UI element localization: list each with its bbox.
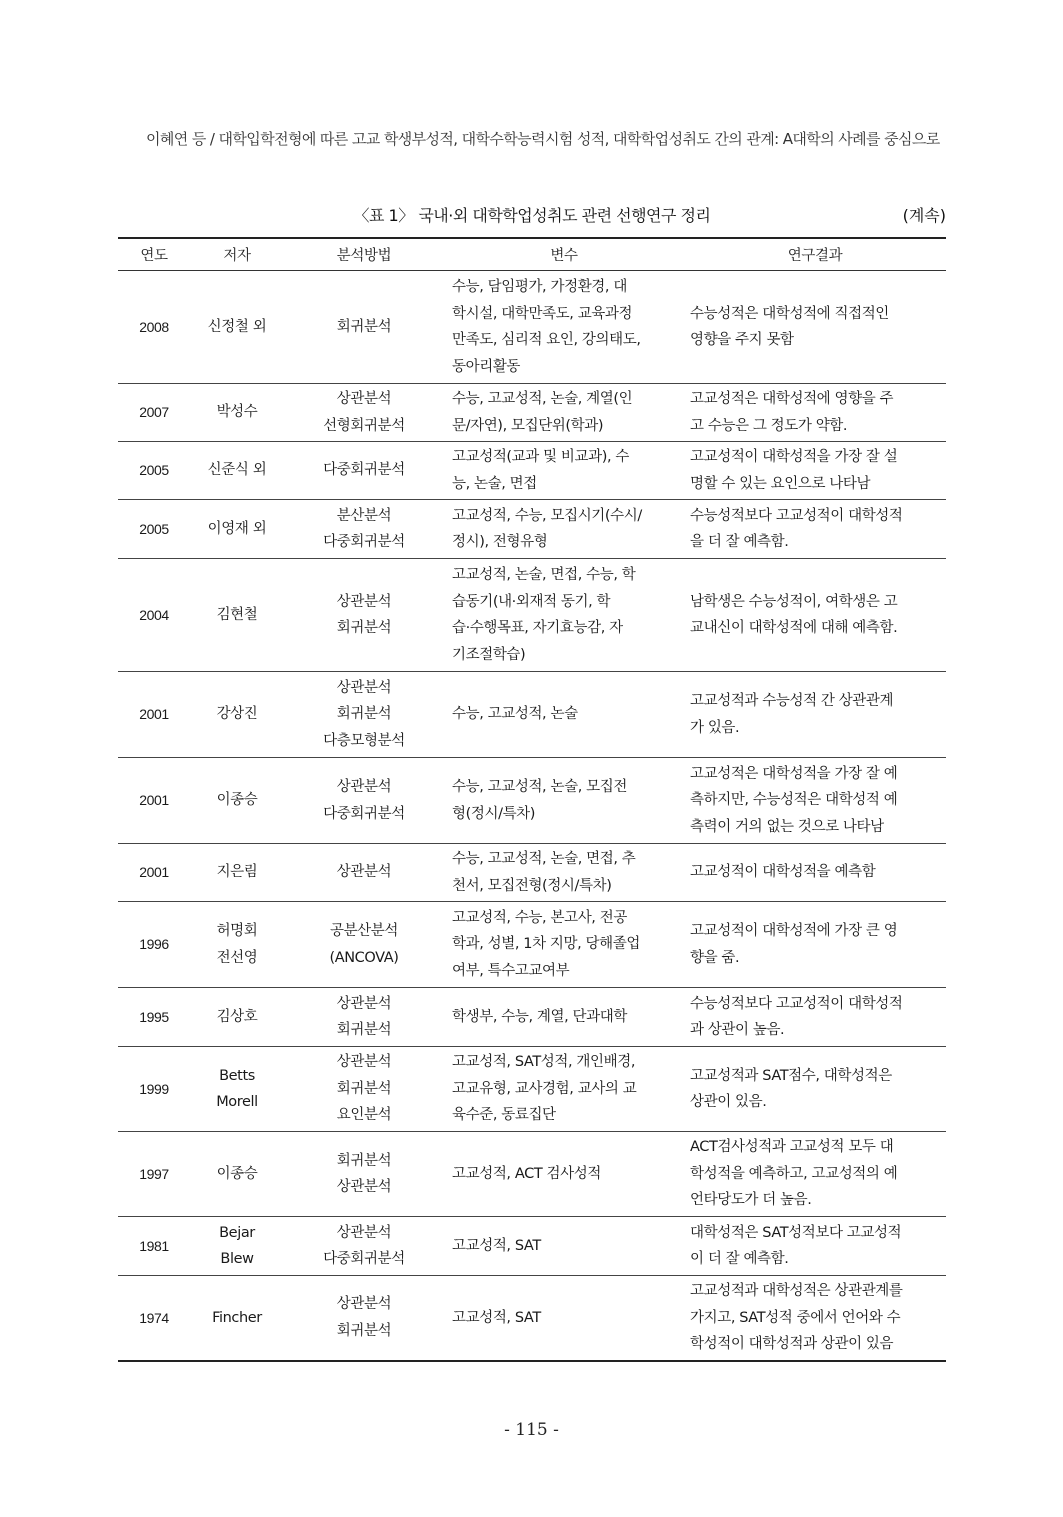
cell-author [190,1217,284,1276]
cell-author [190,442,284,500]
cell-author-line: 이영재 외 [207,520,267,537]
cell-method-line: 상관분석 [336,779,392,795]
cell-variables-line: 고교성적, SAT [452,1309,541,1326]
cell-author-line: Betts [219,1067,255,1084]
cell-result [684,1217,946,1276]
cell-result-line: 을 더 잘 예측함. [690,534,789,550]
table-header-row [118,238,946,271]
cell-variables-line: 고교성적, 논술, 면접, 수능, 학 [452,567,636,583]
cell-author [190,559,284,672]
table-row [118,559,946,672]
cell-author-line: 박성수 [216,404,258,421]
cell-author [190,1276,284,1361]
cell-method [284,1047,444,1132]
cell-variables [444,1276,684,1361]
table-row [118,1047,946,1132]
cell-variables [444,384,684,442]
cell-author-line: Bejar [219,1224,255,1241]
cell-variables-line: 수능, 고교성적, 논술, 면접, 추 [452,851,636,867]
cell-year: 2007 [118,384,190,442]
cell-variables-line: 학과, 성별, 1차 지망, 당해졸업 [452,936,640,953]
cell-result-line: 측하지만, 수능성적은 대학성적 예 [690,792,898,809]
cell-author-line: 신준식 외 [207,462,267,479]
cell-variables-line: 기조절학습) [452,646,526,663]
cell-variables-line: 학시설, 대학만족도, 교육과정 [452,305,633,322]
cell-result-line: 고교성적과 SAT점수, 대학성적은 [690,1067,892,1084]
table-row [118,384,946,442]
cell-method-line: 상관분석 [336,679,392,696]
cell-method [284,1217,444,1276]
cell-result-line: 고교성적은 대학성적에 영향을 주 [690,391,894,407]
cell-variables [444,1132,684,1217]
cell-result-line: 수능성적보다 고교성적이 대학성적 [690,995,903,1012]
table-row [118,672,946,758]
cell-variables [444,442,684,500]
cell-author-line: Blew [220,1251,254,1267]
cell-result-line: 향을 줌. [690,949,740,966]
cell-variables-line: 수능, 고교성적, 논술 [452,706,578,723]
cell-author-line: Morell [216,1094,258,1110]
cell-variables-line: 고교유형, 교사경험, 교사의 교 [452,1080,637,1097]
cell-author-line: 전선영 [216,949,258,966]
cell-method [284,758,444,844]
cell-method-line: 상관분석 [336,391,392,407]
cell-method [284,442,444,500]
cell-year: 1974 [118,1276,190,1361]
cell-method-line: 상관분석 [336,864,392,881]
cell-variables-line: 수능, 고교성적, 논술, 모집전 [452,779,627,795]
cell-method [284,559,444,672]
cell-variables-line: 문/자연), 모집단위(학과) [452,417,604,434]
cell-author-line: 이종승 [216,1165,258,1182]
cell-result [684,672,946,758]
cell-result-line: 남학생은 수능성적이, 여학생은 고 [690,593,898,610]
cell-result-line: 언타당도가 더 높음. [690,1192,812,1209]
cell-result-line: 상관이 있음. [690,1094,767,1110]
cell-result [684,1276,946,1361]
cell-method-line: 회귀분석 [336,1080,392,1097]
cell-result-line: 과 상관이 높음. [690,1022,785,1038]
column-header-author: 저자 [190,238,284,271]
cell-result-line: 학성적을 예측하고, 고교성적의 예 [690,1165,898,1182]
running-header: 이혜연 등 / 대학입학전형에 따른 고교 학생부성적, 대학수학능력시험 성적, 대학학업성취도 간의 관계: A대학의 사례를 중심으로 [146,130,940,148]
cell-year: 2004 [118,559,190,672]
cell-method-line: 회귀분석 [336,1022,392,1038]
cell-author-line: 강상진 [216,706,258,723]
cell-author [190,500,284,559]
cell-result-line: 고 수능은 그 정도가 약함. [690,417,848,434]
cell-method [284,1132,444,1217]
cell-variables-line: 고교성적(교과 및 비교과), 수 [452,449,630,465]
cell-author [190,672,284,758]
cell-result-line: 이 더 잘 예측함. [690,1251,789,1267]
cell-method [284,384,444,442]
cell-result-line: ACT검사성적과 고교성적 모두 대 [690,1139,894,1156]
cell-result-line: 측력이 거의 없는 것으로 나타남 [690,818,884,835]
cell-variables [444,844,684,902]
cell-result-line: 수능성적은 대학성적에 직접적인 [690,305,889,322]
table-row [118,442,946,500]
cell-method-line: 다중회귀분석 [323,462,405,479]
cell-result-line: 고교성적이 대학성적에 가장 큰 영 [690,923,898,939]
cell-result-line: 교내신이 대학성적에 대해 예측함. [690,620,898,636]
cell-method-line: 회귀분석 [336,1152,392,1169]
cell-author [190,271,284,384]
cell-method-line: 상관분석 [336,1179,392,1195]
cell-variables-line: 천서, 모집전형(정시/특차) [452,877,612,894]
page-number: - 115 - [504,1420,559,1440]
cell-result [684,271,946,384]
table-row [118,500,946,559]
table-caption-row [118,203,946,229]
cell-result [684,844,946,902]
cell-variables [444,500,684,559]
cell-author-line: Fincher [212,1309,262,1326]
cell-variables-line: 동아리활동 [452,358,521,375]
cell-variables-line: 수능, 담임평가, 가정환경, 대 [452,279,627,295]
cell-year: 1995 [118,988,190,1047]
cell-variables-line: 정시), 전형유형 [452,534,548,550]
cell-method [284,902,444,988]
cell-variables [444,271,684,384]
cell-method-line: 상관분석 [336,1224,392,1241]
literature-review-table [118,237,946,1362]
cell-variables-line: 만족도, 심리적 요인, 강의태도, [452,332,641,348]
cell-method [284,1276,444,1361]
continued-label: (계속) [902,206,946,225]
table-row [118,758,946,844]
cell-author [190,844,284,902]
cell-method-line: 다중회귀분석 [323,805,405,822]
cell-variables [444,559,684,672]
cell-year: 2008 [118,271,190,384]
cell-year: 1997 [118,1132,190,1217]
cell-method-line: 선형회귀분석 [323,417,405,434]
cell-method [284,672,444,758]
cell-result-line: 고교성적과 대학성적은 상관관계를 [690,1283,903,1299]
cell-result [684,902,946,988]
cell-year: 2001 [118,844,190,902]
column-header-variables: 변수 [444,238,684,271]
cell-variables-line: 학생부, 수능, 계열, 단과대학 [452,1008,627,1025]
table-row [118,902,946,988]
cell-year: 2005 [118,442,190,500]
cell-result [684,988,946,1047]
cell-method-line: 회귀분석 [336,1322,392,1339]
cell-variables-line: 고교성적, ACT 검사성적 [452,1165,601,1182]
cell-method-line: 요인분석 [336,1107,392,1124]
table-caption: 〈표 1〉 국내·외 대학학업성취도 관련 선행연구 정리 [353,206,711,225]
cell-variables [444,902,684,988]
cell-result-line: 고교성적과 수능성적 간 상관관계 [690,693,894,709]
column-header-year: 연도 [118,238,190,271]
cell-variables-line: 습동기(내·외재적 동기, 학 [452,593,611,610]
cell-variables-line: 육수준, 동료집단 [452,1107,556,1124]
cell-variables-line: 습·수행목표, 자기효능감, 자 [452,620,623,636]
table-row [118,988,946,1047]
cell-variables [444,988,684,1047]
cell-method-line: 다층모형분석 [323,732,405,749]
cell-year: 1999 [118,1047,190,1132]
table-row [118,844,946,902]
cell-result [684,500,946,559]
cell-method-line: 회귀분석 [336,318,392,335]
table-row [118,271,946,384]
cell-author-line: 신정철 외 [207,318,267,335]
cell-result-line: 고교성적이 대학성적을 예측함 [690,864,876,881]
cell-result-line: 고교성적은 대학성적을 가장 잘 예 [690,765,898,782]
cell-author-line: 김현철 [216,606,258,623]
cell-author [190,1047,284,1132]
cell-result-line: 가 있음. [690,719,740,736]
cell-variables [444,758,684,844]
cell-method-line: 상관분석 [336,1296,392,1313]
table-row [118,1132,946,1217]
cell-author [190,988,284,1047]
cell-year: 1996 [118,902,190,988]
cell-variables-line: 고교성적, 수능, 모집시기(수시/ [452,507,642,524]
cell-variables-line: 고교성적, 수능, 본고사, 전공 [452,909,627,926]
table-row [118,1276,946,1361]
cell-method-line: 상관분석 [336,1054,392,1071]
cell-result-line: 학성적이 대학성적과 상관이 있음 [690,1336,894,1352]
cell-variables [444,672,684,758]
cell-author [190,902,284,988]
cell-author [190,384,284,442]
cell-author [190,758,284,844]
cell-variables-line: 고교성적, SAT [452,1237,541,1254]
cell-variables-line: 형(정시/특차) [452,805,536,822]
cell-result-line: 영향을 주지 못함 [690,332,794,348]
cell-year: 2001 [118,672,190,758]
cell-method-line: (ANCOVA) [329,949,399,966]
table-row [118,1217,946,1276]
cell-method-line: 분산분석 [336,507,392,524]
cell-method-line: 회귀분석 [336,706,392,723]
cell-result [684,442,946,500]
cell-result-line: 고교성적이 대학성적을 가장 잘 설 [690,449,898,465]
cell-method-line: 공분산분석 [329,923,399,939]
cell-author-line: 이종승 [216,792,258,809]
cell-result [684,1132,946,1217]
cell-method-line: 다중회귀분석 [323,534,405,550]
cell-result [684,559,946,672]
table-body [118,271,946,1361]
cell-variables [444,1217,684,1276]
cell-method [284,271,444,384]
cell-variables-line: 수능, 고교성적, 논술, 계열(인 [452,391,633,407]
cell-method-line: 회귀분석 [336,620,392,636]
cell-result-line: 가지고, SAT성적 중에서 언어와 수 [690,1309,901,1326]
column-header-method: 분석방법 [284,238,444,271]
cell-method-line: 상관분석 [336,593,392,610]
cell-author [190,1132,284,1217]
cell-variables-line: 능, 논술, 면접 [452,475,537,492]
cell-result [684,384,946,442]
cell-method-line: 상관분석 [336,995,392,1012]
cell-author-line: 허명회 [216,923,258,939]
cell-author-line: 지은림 [216,864,258,881]
cell-result [684,1047,946,1132]
cell-year: 2005 [118,500,190,559]
cell-method [284,988,444,1047]
cell-author-line: 김상호 [216,1008,258,1025]
cell-method [284,500,444,559]
cell-year: 2001 [118,758,190,844]
cell-result-line: 대학성적은 SAT성적보다 고교성적 [690,1224,902,1241]
cell-result-line: 수능성적보다 고교성적이 대학성적 [690,507,903,524]
cell-result [684,758,946,844]
cell-variables-line: 여부, 특수고교여부 [452,962,570,979]
cell-year: 1981 [118,1217,190,1276]
cell-method-line: 다중회귀분석 [323,1251,405,1267]
cell-result-line: 명할 수 있는 요인으로 나타남 [690,475,871,492]
cell-method [284,844,444,902]
cell-variables [444,1047,684,1132]
column-header-results: 연구결과 [684,238,946,271]
cell-variables-line: 고교성적, SAT성적, 개인배경, [452,1054,636,1071]
